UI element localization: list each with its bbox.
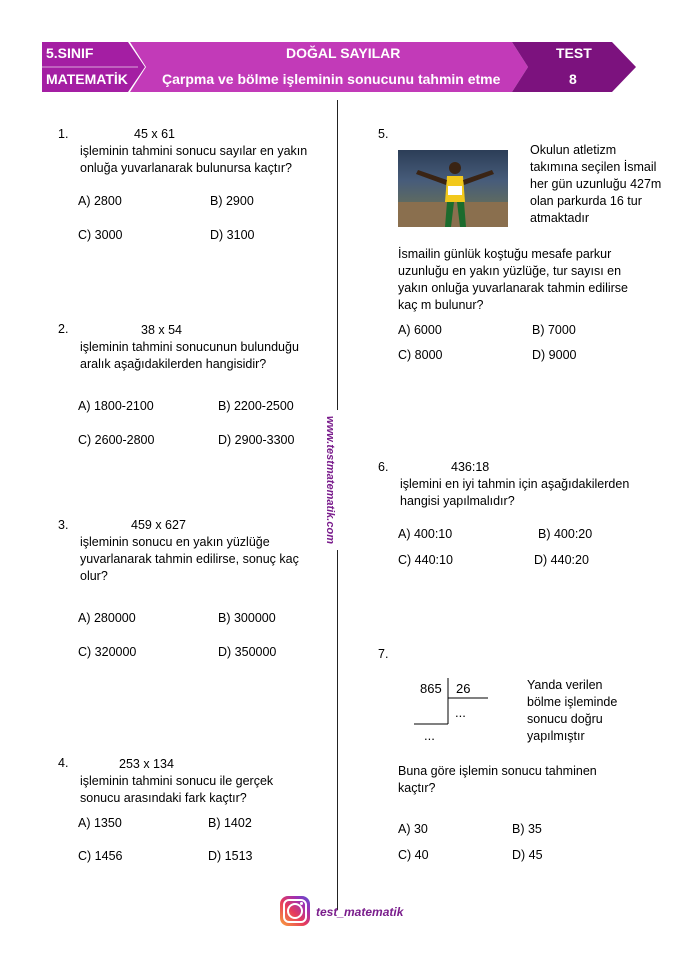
scenario-text: Okulun atletizm (530, 143, 617, 157)
website-watermark: www.testmatematik.com (322, 410, 338, 550)
option-b[interactable]: B) 2900 (210, 194, 254, 208)
option-d[interactable]: D) 440:20 (534, 553, 589, 567)
question-number: 7. (378, 647, 389, 661)
option-d[interactable]: D) 3100 (210, 228, 255, 242)
grade-label: 5.SINIF (46, 45, 94, 61)
question-text: işlemini en iyi tahmin için aşağıdakilerden (400, 477, 630, 491)
question-expression: 45 x 61 (134, 127, 176, 141)
question-text: aralık aşağıdakilerden hangisidir? (80, 357, 267, 371)
athlete-photo (398, 150, 508, 227)
question-text: işleminin tahmini sonucu sayılar en yakın (80, 144, 308, 158)
test-number: 8 (569, 71, 577, 87)
subject-label: MATEMATİK (46, 71, 128, 87)
option-a[interactable]: A) 6000 (398, 323, 442, 337)
scenario-text: her gün uzunluğu 427m (530, 177, 662, 191)
scenario-text: Yanda verilen (527, 678, 603, 692)
question-text: İsmailin günlük koştuğu mesafe parkur (398, 247, 612, 261)
option-a[interactable]: A) 30 (398, 822, 428, 836)
quotient: ... (455, 705, 466, 720)
question-text: işleminin tahmini sonucu ile gerçek (80, 774, 274, 788)
scenario-text: olan parkurda 16 tur (530, 194, 642, 208)
question-number: 5. (378, 127, 389, 141)
option-a[interactable]: A) 2800 (78, 194, 122, 208)
option-a[interactable]: A) 280000 (78, 611, 136, 625)
question-number: 1. (58, 127, 69, 141)
option-d[interactable]: D) 2900-3300 (218, 433, 295, 447)
question-text: onluğa yuvarlanarak bulunursa kaçtır? (80, 161, 292, 175)
question-text: sonucu arasındaki fark kaçtır? (80, 791, 247, 805)
question-number: 6. (378, 460, 389, 474)
option-c[interactable]: C) 40 (398, 848, 429, 862)
option-c[interactable]: C) 440:10 (398, 553, 453, 567)
option-a[interactable]: A) 1800-2100 (78, 399, 154, 413)
topic-title: DOĞAL SAYILAR (286, 45, 401, 61)
question-text: işleminin tahmini sonucunun bulunduğu (80, 340, 299, 354)
question-text: yuvarlanarak tahmin edilirse, sonuç kaç (80, 552, 299, 566)
scenario-text: takımına seçilen İsmail (530, 160, 657, 174)
question-text: kaç m bulunur? (398, 298, 484, 312)
question-expression: 38 x 54 (141, 323, 183, 337)
option-b[interactable]: B) 35 (512, 822, 542, 836)
question-text: işleminin sonucu en yakın yüzlüğe (80, 535, 270, 549)
question-expression: 253 x 134 (119, 757, 174, 771)
option-d[interactable]: D) 45 (512, 848, 543, 862)
option-a[interactable]: A) 1350 (78, 816, 122, 830)
divisor: 26 (456, 681, 471, 696)
question-text: yakın onluğa yuvarlanarak tahmin edilirse (398, 281, 628, 295)
topic-subtitle: Çarpma ve bölme işleminin sonucunu tahmin etme (162, 71, 501, 87)
question-text: kaçtır? (398, 781, 436, 795)
question-number: 4. (58, 756, 69, 770)
scenario-text: bölme işleminde (527, 695, 618, 709)
question-expression: 459 x 627 (131, 518, 186, 532)
question-text: olur? (80, 569, 108, 583)
option-d[interactable]: D) 9000 (532, 348, 577, 362)
question-expression: 436:18 (451, 460, 490, 474)
option-a[interactable]: A) 400:10 (398, 527, 453, 541)
option-c[interactable]: C) 320000 (78, 645, 137, 659)
question-text: uzunluğu en yakın yüzlüğe, tur sayısı en (398, 264, 622, 278)
instagram-handle[interactable]: test_matematik (316, 905, 404, 919)
option-b[interactable]: B) 400:20 (538, 527, 593, 541)
option-b[interactable]: B) 300000 (218, 611, 276, 625)
instagram-icon[interactable] (280, 896, 310, 926)
scenario-text: sonucu doğru (527, 712, 603, 726)
question-number: 3. (58, 518, 69, 532)
option-c[interactable]: C) 3000 (78, 228, 123, 242)
scenario-text: atmaktadır (530, 211, 590, 225)
option-d[interactable]: D) 350000 (218, 645, 277, 659)
test-label: TEST (556, 45, 592, 61)
question-text: Buna göre işlemin sonucu tahminen (398, 764, 597, 778)
option-c[interactable]: C) 1456 (78, 849, 123, 863)
option-b[interactable]: B) 1402 (208, 816, 252, 830)
option-d[interactable]: D) 1513 (208, 849, 253, 863)
question-text: hangisi yapılmalıdır? (400, 494, 515, 508)
question-number: 2. (58, 322, 69, 336)
option-c[interactable]: C) 8000 (398, 348, 443, 362)
option-b[interactable]: B) 2200-2500 (218, 399, 294, 413)
dividend: 865 (420, 681, 442, 696)
option-c[interactable]: C) 2600-2800 (78, 433, 155, 447)
option-b[interactable]: B) 7000 (532, 323, 576, 337)
scenario-text: yapılmıştır (527, 729, 585, 743)
remainder: ... (424, 728, 435, 743)
